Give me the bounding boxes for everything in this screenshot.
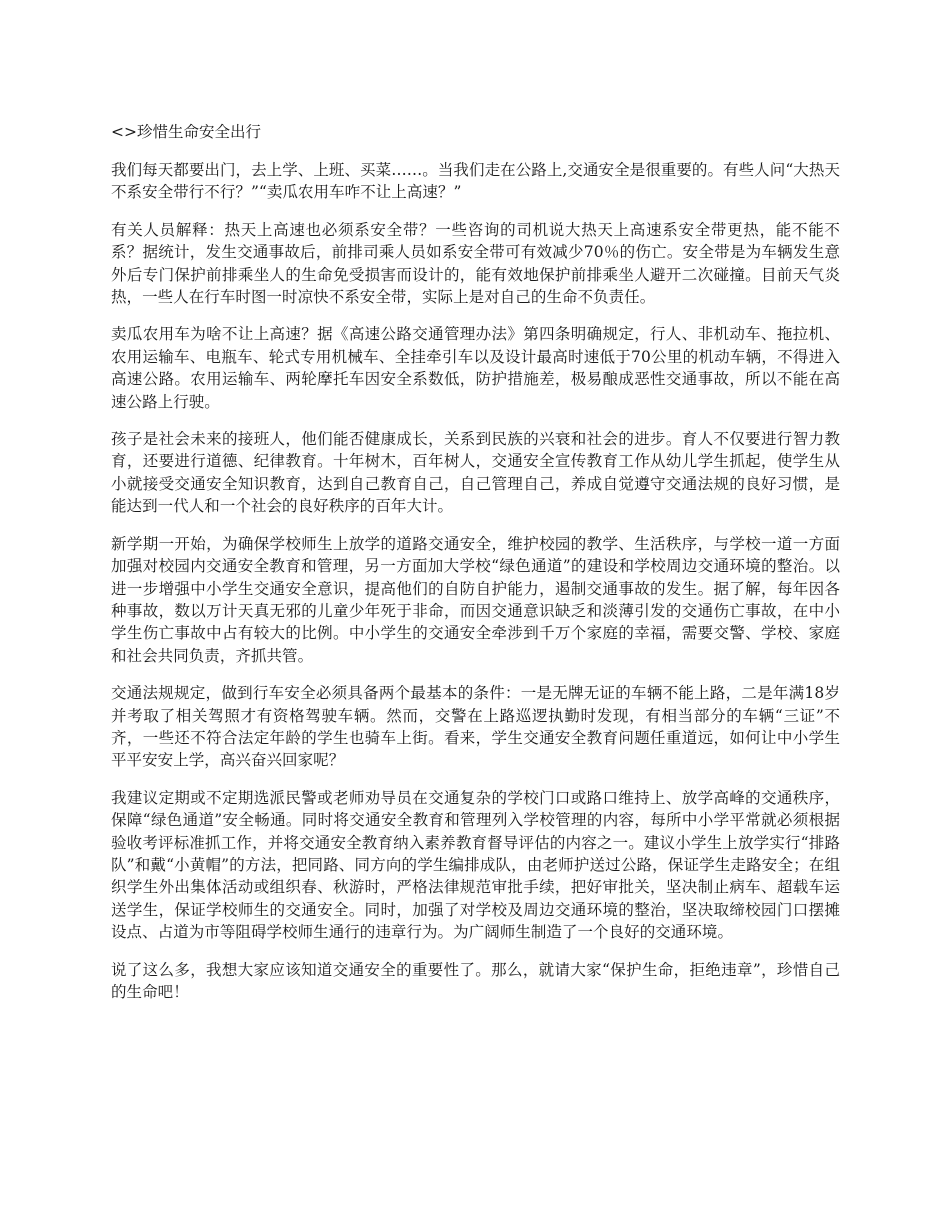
paragraph-8: 说了这么多，我想大家应该知道交通安全的重要性了。那么，就请大家“保护生命，拒绝违章”，珍惜自己的生命吧！ (111, 960, 840, 1001)
paragraph-4: 孩子是社会未来的接班人，他们能否健康成长，关系到民族的兴衰和社会的进步。育人不仅要进行智力教育，还要进行道德、纪律教育。十年树木，百年树人，交通安全宣传教育工作从幼儿学生抓起，使学生从小就接受交通安全知识教育，达到自己教育自己，自己管理自己，养成自觉遵守交通法规的良好习惯，是能达到一代人和一个社会的良好秩序的百年大计。 (111, 430, 840, 516)
paragraph-2: 有关人员解释：热天上高速也必须系安全带？一些咨询的司机说大热天上高速系安全带更热，能不能不系？据统计，发生交通事故后，前排司乘人员如系安全带可有效减少70％的伤亡。安全带是为车辆发生意外后专门保护前排乘坐人的生命免受损害而设计的，能有效地保护前排乘坐人避开二次碰撞。目前天气炎热，一些人在行车时图一时凉快不系安全带，实际上是对自己的生命不负责任。 (111, 220, 840, 307)
paragraph-3: 卖瓜农用车为啥不让上高速？据《高速公路交通管理办法》第四条明确规定，行人、非机动车、拖拉机、农用运输车、电瓶车、轮式专用机械车、全挂牵引车以及设计最高时速低于70公里的机动车辆，不得进入高速公路。农用运输车、两轮摩托车因安全系数低，防护措施差，极易酿成恶性交通事故，所以不能在高速公路上行驶。 (111, 325, 840, 411)
document-title: <>珍惜生命安全出行 (111, 123, 261, 141)
paragraph-6: 交通法规规定，做到行车安全必须具备两个最基本的条件：一是无牌无证的车辆不能上路，二是年满18岁并考取了相关驾照才有资格驾驶车辆。然而，交警在上路巡逻执勤时发现，有相当部分的车辆“三证”不齐，一些还不符合法定年龄的学生也骑车上街。看来，学生交通安全教育问题任重道远，如何让中小学生平平安安上学，高兴奋兴回家呢？ (111, 684, 840, 770)
paragraph-5: 新学期一开始，为确保学校师生上放学的道路交通安全，维护校园的教学、生活秩序，与学校一道一方面加强对校园内交通安全教育和管理，另一方面加大学校“绿色通道”的建设和学校周边交通环境的整治。以进一步增强中小学生交通安全意识，提高他们的自防自护能力，遏制交通事故的发生。据了解，每年因各种事故，数以万计天真无邪的儿童少年死于非命，而因交通意识缺乏和淡薄引发的交通伤亡事故，在中小学生伤亡事故中占有较大的比例。中小学生的交通安全牵涉到千万个家庭的幸福，需要交警、学校、家庭和社会共同负责，齐抓共管。 (111, 534, 840, 665)
paragraph-1: 我们每天都要出门，去上学、上班、买菜……。当我们走在公路上,交通安全是很重要的。有些人问“大热天不系安全带行不行？”“卖瓜农用车咋不让上高速？” (111, 161, 840, 202)
paragraph-7: 我建议定期或不定期选派民警或老师劝导员在交通复杂的学校门口或路口维持上、放学高峰的交通秩序，保障“绿色通道”安全畅通。同时将交通安全教育和管理列入学校管理的内容，每所中小学平常就必须根据验收考评标准抓工作，并将交通安全教育纳入素养教育督导评估的内容之一。建议小学生上放学实行“排路队”和戴“小黄帽”的方法，把同路、同方向的学生编排成队，由老师护送过公路，保证学生走路安全；在组织学生外出集体活动或组织春、秋游时，严格法律规范审批手续，把好审批关，坚决制止病车、超载车运送学生，保证学校师生的交通安全。同时，加强了对学校及周边交通环境的整治，坚决取缔校园门口摆摊设点、占道为市等阻碍学校师生通行的违章行为。为广阔师生制造了一个良好的交通环境。 (111, 788, 840, 942)
